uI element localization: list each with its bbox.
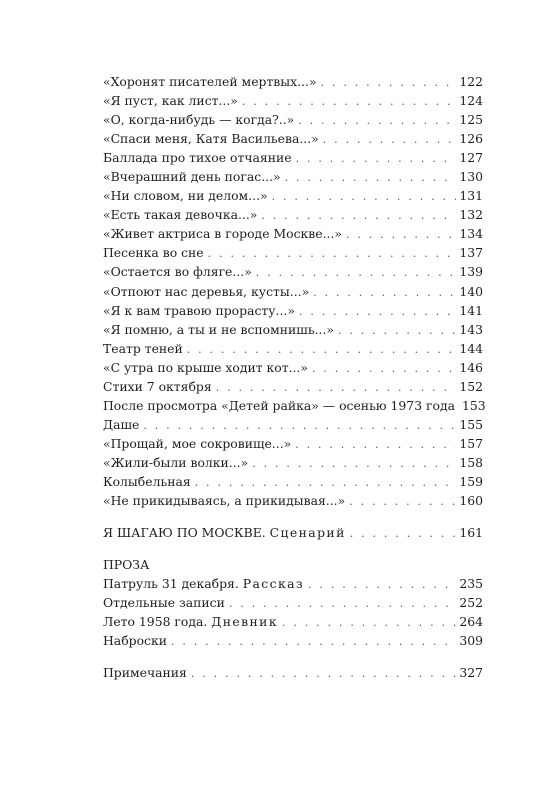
entry-page-number: 146 <box>459 359 483 375</box>
entry-title: Театр теней <box>103 340 183 356</box>
dot-leader <box>143 416 456 435</box>
toc-entry[interactable] <box>103 282 483 301</box>
toc-entry-notes[interactable] <box>103 663 483 682</box>
entry-page-number: 126 <box>459 131 483 147</box>
dot-leader <box>349 492 456 511</box>
toc-entry[interactable] <box>103 415 483 434</box>
entry-page-number: 235 <box>459 576 483 592</box>
poems-list <box>103 72 486 510</box>
section-heading-prose: ПРОЗА <box>103 557 150 573</box>
entry-title: «Прощай, мое сокровище...» <box>103 435 292 451</box>
toc-entry[interactable] <box>103 491 483 510</box>
entry-title: «Отпоют нас деревья, кусты...» <box>103 283 310 299</box>
entry-page-number: 160 <box>459 493 483 509</box>
toc-entry[interactable] <box>103 262 483 281</box>
toc-entry-script[interactable] <box>103 523 483 542</box>
toc-entry[interactable] <box>103 110 483 129</box>
entry-title: Примечания <box>103 665 187 681</box>
dot-leader <box>313 283 456 302</box>
entry-page-number: 264 <box>459 614 483 630</box>
entry-page-number: 127 <box>459 150 483 166</box>
entry-title: «Ни словом, ни делом...» <box>103 188 268 204</box>
entry-title: «Я пуст, как лист...» <box>103 93 238 109</box>
toc-entry[interactable] <box>103 434 483 453</box>
entry-page-number: 140 <box>459 283 483 299</box>
toc-entry[interactable] <box>103 186 483 205</box>
entry-page-number: 131 <box>459 188 483 204</box>
entry-page-number: 155 <box>459 416 483 432</box>
entry-page-number: 143 <box>459 321 483 337</box>
entry-title: Песенка во сне <box>103 245 204 261</box>
toc-entry[interactable] <box>103 148 483 167</box>
dot-leader <box>298 111 456 130</box>
entry-title: «Я к вам травою прорасту...» <box>103 302 295 318</box>
entry-page-number: 153 <box>461 397 486 413</box>
entry-genre: Рассказ <box>242 576 305 592</box>
dot-leader <box>312 359 456 378</box>
entry-page-number: 144 <box>459 340 483 356</box>
entry-title: Я ШАГАЮ ПО МОСКВЕ. Сценарий <box>103 525 346 541</box>
toc-entry[interactable] <box>103 631 483 650</box>
entry-title: Наброски <box>103 633 167 649</box>
entry-title: Лето 1958 года. Дневник <box>103 614 278 630</box>
dot-leader <box>321 73 457 92</box>
dot-leader <box>261 206 456 225</box>
dot-leader <box>338 321 456 340</box>
toc-entry[interactable] <box>103 224 483 243</box>
entry-page-number: 309 <box>459 633 483 649</box>
entry-title: «Жили-были волки...» <box>103 454 249 470</box>
dot-leader <box>350 524 457 543</box>
prose-list <box>103 574 483 650</box>
toc-entry[interactable] <box>103 167 483 186</box>
entry-page-number: 139 <box>459 264 483 280</box>
entry-title: «Хоронят писателей мертвых...» <box>103 74 317 89</box>
toc-entry[interactable] <box>103 72 483 91</box>
entry-page-number: 137 <box>459 245 483 261</box>
dot-leader <box>208 244 457 263</box>
entry-page-number: 132 <box>459 207 483 223</box>
entry-page-number: 125 <box>459 112 483 128</box>
toc-entry[interactable] <box>103 320 483 339</box>
toc-entry[interactable] <box>103 453 483 472</box>
entry-title: Баллада про тихое отчаяние <box>103 150 292 166</box>
entry-title: Даше <box>103 416 140 432</box>
entry-genre: Дневник <box>211 614 278 630</box>
dot-leader <box>216 378 457 397</box>
toc-entry[interactable] <box>103 593 483 612</box>
dot-leader <box>346 225 456 244</box>
entry-title: «О, когда-нибудь — когда?..» <box>103 112 295 128</box>
entry-title: «Спаси меня, Катя Васильева...» <box>103 131 319 147</box>
toc-entry[interactable] <box>103 301 483 320</box>
dot-leader <box>323 130 457 149</box>
dot-leader <box>299 302 456 321</box>
entry-title: Колыбельная <box>103 473 191 489</box>
dot-leader <box>252 454 456 473</box>
entry-page-number: 158 <box>459 454 483 470</box>
entry-title: «Я помню, а ты и не вспомнишь...» <box>103 321 334 337</box>
dot-leader <box>296 149 457 168</box>
entry-page-number: 161 <box>459 525 483 541</box>
toc-entry[interactable] <box>103 612 483 631</box>
entry-title: Патруль 31 декабря. Рассказ <box>103 576 305 592</box>
entry-page-number: 152 <box>459 378 483 394</box>
entry-page-number: 157 <box>459 435 483 451</box>
entry-genre: Сценарий <box>269 525 346 541</box>
dot-leader <box>285 168 457 187</box>
dot-leader <box>282 613 456 632</box>
entry-page-number: 159 <box>459 473 483 489</box>
toc-entry[interactable] <box>103 574 483 593</box>
table-of-contents <box>103 72 486 682</box>
dot-leader <box>272 187 457 206</box>
entry-title: После просмотра «Детей райка» — осенью 1973 года <box>103 397 455 413</box>
toc-entry[interactable] <box>103 358 483 377</box>
toc-entry[interactable] <box>103 243 483 262</box>
entry-title: «Не прикидываясь, а прикидывая...» <box>103 493 346 509</box>
entry-title: «Есть такая девочка...» <box>103 207 258 223</box>
dot-leader <box>256 263 457 282</box>
entry-title: «Вчерашний день погас...» <box>103 169 281 185</box>
dot-leader <box>242 92 456 111</box>
dot-leader <box>308 575 456 594</box>
entry-page-number: 130 <box>459 169 483 185</box>
dot-leader <box>229 594 457 613</box>
entry-title: «Живет актриса в городе Москве...» <box>103 226 342 242</box>
entry-title: «Остается во фляге...» <box>103 264 252 280</box>
entry-page-number: 252 <box>459 595 483 611</box>
toc-entry[interactable] <box>103 205 483 224</box>
toc-entry[interactable] <box>103 129 483 148</box>
entry-page-number: 122 <box>459 74 483 89</box>
entry-page-number: 134 <box>459 226 483 242</box>
toc-entry[interactable] <box>103 396 486 415</box>
dot-leader <box>171 632 456 651</box>
entry-page-number: 141 <box>459 302 483 318</box>
entry-title: «С утра по крыше ходит кот...» <box>103 359 308 375</box>
dot-leader <box>191 664 456 683</box>
entry-page-number: 327 <box>459 665 483 681</box>
toc-entry[interactable] <box>103 377 483 396</box>
toc-entry[interactable] <box>103 91 483 110</box>
toc-entry[interactable] <box>103 472 483 491</box>
entry-page-number: 124 <box>459 93 483 109</box>
dot-leader <box>187 340 457 359</box>
entry-title: Стихи 7 октября <box>103 378 212 394</box>
entry-title: Отдельные записи <box>103 595 225 611</box>
dot-leader <box>195 473 457 492</box>
toc-entry[interactable] <box>103 339 483 358</box>
dot-leader <box>295 435 456 454</box>
